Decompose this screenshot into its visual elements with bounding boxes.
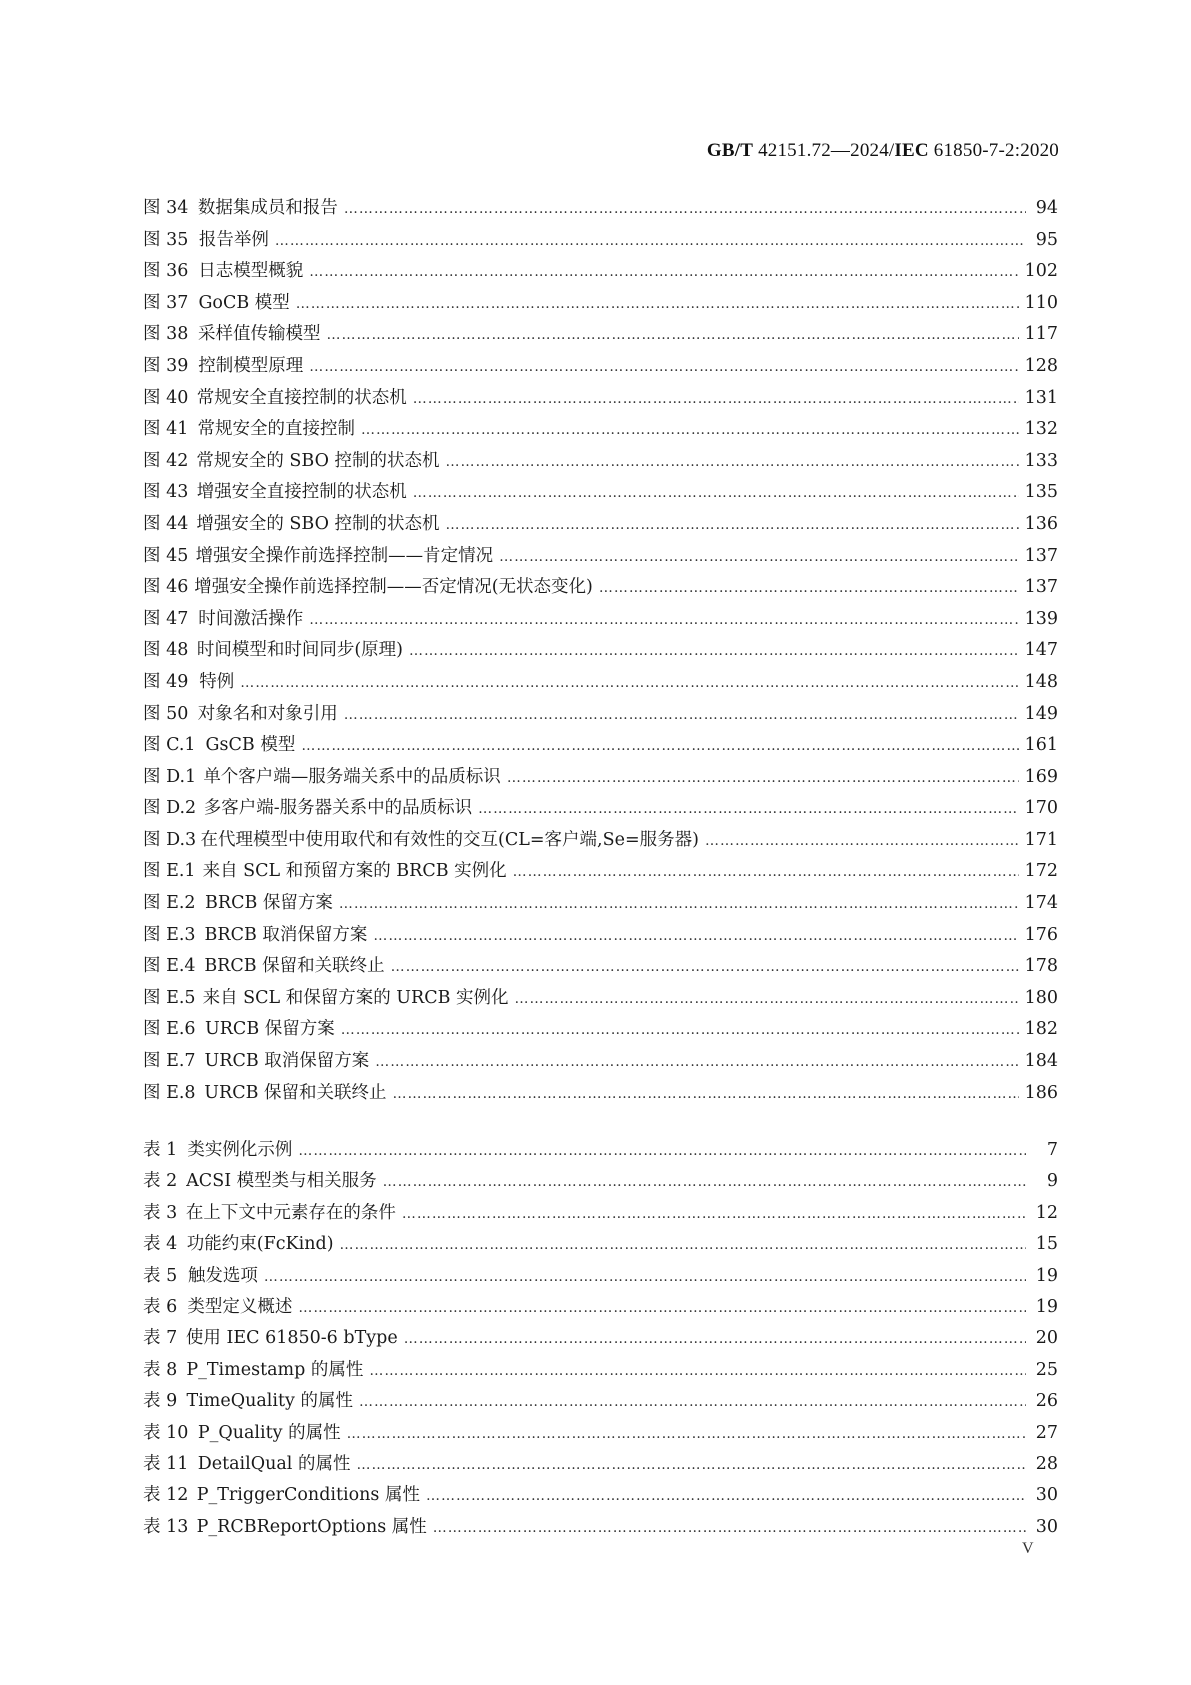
entry-title: 来自 SCL 和预留方案的 BRCB 实例化 [202, 861, 507, 882]
entry-page: 182 [1024, 1019, 1058, 1040]
figure-entry[interactable] [143, 415, 1058, 447]
leader-dots [341, 1022, 1019, 1038]
entry-page: 27 [1035, 1422, 1058, 1443]
figure-entry[interactable] [143, 921, 1058, 953]
entry-label: 图 E.7 [143, 1051, 196, 1072]
entry-title: 采样值传输模型 [198, 324, 321, 345]
leader-dots [383, 1174, 1026, 1190]
figure-entry[interactable] [143, 257, 1058, 289]
figure-entry[interactable] [143, 289, 1058, 321]
entry-title: 单个客户端—服务端关系中的品质标识 [203, 766, 501, 787]
entry-page: 186 [1024, 1082, 1058, 1103]
entry-page: 161 [1024, 735, 1058, 756]
entry-page: 147 [1024, 640, 1058, 661]
entry-title: GsCB 模型 [205, 735, 296, 756]
entry-label: 图 E.2 [143, 893, 196, 914]
figure-entry[interactable] [143, 194, 1058, 226]
entry-label: 图 C.1 [143, 735, 196, 756]
entry-title: 增强安全的 SBO 控制的状态机 [196, 513, 440, 534]
entry-page: 171 [1024, 829, 1058, 850]
iec-prefix: IEC [894, 140, 929, 161]
figure-entry[interactable] [143, 384, 1058, 416]
figure-entry[interactable] [143, 1079, 1058, 1111]
entry-page: 25 [1035, 1359, 1058, 1380]
leader-dots [361, 422, 1019, 438]
entry-title: 来自 SCL 和保留方案的 URCB 实例化 [202, 987, 509, 1008]
entry-label: 图 D.2 [143, 798, 197, 819]
entry-title: BRCB 保留方案 [205, 893, 333, 914]
figure-entry[interactable] [143, 763, 1058, 795]
entry-label: 图 47 [143, 608, 189, 629]
entry-label: 图 48 [143, 640, 189, 661]
leader-dots [298, 1143, 1026, 1159]
entry-page: 19 [1035, 1296, 1058, 1317]
entry-title: TimeQuality 的属性 [186, 1391, 353, 1412]
leader-dots [409, 643, 1019, 659]
entry-page: 170 [1024, 798, 1058, 819]
entry-title: 在上下文中元素存在的条件 [185, 1202, 396, 1223]
leader-dots [446, 454, 1019, 470]
entry-page: 26 [1035, 1391, 1058, 1412]
entry-title: P_Quality 的属性 [197, 1422, 341, 1443]
figure-list [143, 194, 1058, 1110]
std-prefix: GB/T [706, 140, 754, 161]
entry-page: 133 [1024, 450, 1058, 471]
entry-title: URCB 保留方案 [205, 1019, 335, 1040]
figure-entry[interactable] [143, 857, 1058, 889]
entry-label: 图 45 [143, 545, 189, 566]
leader-dots [426, 1488, 1026, 1504]
leader-dots [309, 264, 1018, 280]
entry-title: 类实例化示例 [187, 1140, 293, 1160]
leader-dots [301, 738, 1018, 754]
leader-dots [413, 391, 1019, 407]
entry-label: 图 E.8 [143, 1082, 196, 1103]
table-entry[interactable] [143, 1356, 1058, 1387]
entry-label: 表 7 [143, 1328, 178, 1349]
entry-title: 增强安全操作前选择控制——否定情况(无状态变化) [194, 577, 593, 598]
entry-title: P_RCBReportOptions 属性 [196, 1516, 427, 1537]
entry-title: 对象名和对象引用 [197, 703, 338, 724]
figure-entry[interactable] [143, 573, 1058, 605]
entry-title: P_Timestamp 的属性 [186, 1359, 364, 1380]
leader-dots [446, 517, 1019, 533]
entry-title: 增强安全操作前选择控制——肯定情况 [195, 545, 494, 566]
entry-label: 表 4 [143, 1234, 178, 1255]
entry-page: 102 [1024, 261, 1058, 282]
entry-page: 20 [1035, 1328, 1058, 1349]
figure-entry[interactable] [143, 668, 1058, 700]
entry-title: 数据集成员和报告 [197, 198, 338, 218]
figure-entry[interactable] [143, 826, 1058, 858]
entry-label: 图 38 [143, 324, 189, 345]
leader-dots [359, 1394, 1026, 1410]
figure-entry[interactable] [143, 605, 1058, 637]
figure-entry[interactable] [143, 984, 1058, 1016]
table-entry[interactable] [143, 1199, 1058, 1230]
entry-title: P_TriggerConditions 属性 [196, 1485, 420, 1506]
entry-title: 常规安全直接控制的状态机 [196, 387, 407, 408]
entry-label: 表 11 [143, 1453, 189, 1474]
table-entry[interactable] [143, 1167, 1058, 1198]
entry-page: 184 [1024, 1051, 1058, 1072]
entry-label: 图 43 [143, 482, 189, 503]
figure-entry[interactable] [143, 226, 1058, 258]
leader-dots [499, 549, 1019, 565]
entry-page: 178 [1024, 956, 1058, 977]
leader-dots [327, 327, 1019, 343]
table-entry[interactable] [143, 1387, 1058, 1418]
entry-title: URCB 保留和关联终止 [204, 1082, 387, 1103]
entry-page: 132 [1024, 419, 1058, 440]
leader-dots [344, 201, 1026, 217]
entry-page: 9 [1046, 1171, 1058, 1192]
document-header [707, 140, 1059, 162]
figure-entry[interactable] [143, 1047, 1058, 1079]
leader-dots [356, 1457, 1026, 1473]
entry-page: 30 [1035, 1485, 1058, 1506]
table-entry[interactable] [143, 1136, 1058, 1167]
leader-dots [478, 801, 1018, 817]
entry-label: 图 49 [143, 671, 189, 692]
leader-dots [264, 1269, 1026, 1285]
entry-title: 时间激活操作 [198, 608, 304, 629]
leader-dots [373, 928, 1018, 944]
table-entry[interactable] [143, 1262, 1058, 1293]
leader-dots [507, 770, 1019, 786]
entry-page: 137 [1024, 545, 1058, 566]
entry-page: 128 [1024, 355, 1058, 376]
entry-label: 表 5 [143, 1265, 178, 1286]
figure-entry[interactable] [143, 352, 1058, 384]
entry-page: 19 [1035, 1265, 1058, 1286]
leader-dots [344, 707, 1019, 723]
entry-page: 15 [1035, 1234, 1058, 1255]
leader-dots [513, 864, 1019, 880]
entry-page: 12 [1035, 1202, 1058, 1223]
leader-dots [369, 1363, 1026, 1379]
entry-title: 日志模型概貌 [198, 261, 304, 282]
entry-title: 时间模型和时间同步(原理) [196, 640, 403, 661]
entry-label: 图 40 [143, 387, 189, 408]
entry-label: 表 3 [143, 1202, 178, 1223]
figure-entry[interactable] [143, 320, 1058, 352]
entry-page: 148 [1024, 671, 1058, 692]
entry-title: 在代理模型中使用取代和有效性的交互(CL=客户端,Se=服务器) [200, 829, 699, 850]
entry-title: 常规安全的 SBO 控制的状态机 [196, 450, 440, 471]
leader-dots [402, 1206, 1026, 1222]
entry-label: 表 10 [143, 1422, 189, 1443]
std-number: 42151.72—2024/ [758, 140, 895, 161]
entry-label: 图 41 [143, 419, 189, 440]
entry-title: 多客户端-服务器关系中的品质标识 [203, 798, 473, 819]
leader-dots [298, 1300, 1026, 1316]
leader-dots [275, 233, 1026, 249]
table-entry[interactable] [143, 1419, 1058, 1450]
entry-page: 136 [1024, 513, 1058, 534]
leader-dots [433, 1520, 1026, 1536]
figure-entry[interactable] [143, 542, 1058, 574]
table-entry[interactable] [143, 1481, 1058, 1512]
entry-label: 图 50 [143, 703, 189, 724]
entry-page: 169 [1024, 766, 1058, 787]
entry-label: 图 35 [143, 229, 189, 250]
leader-dots [599, 580, 1019, 596]
entry-label: 表 13 [143, 1516, 189, 1537]
entry-label: 图 D.1 [143, 766, 197, 787]
entry-label: 图 D.3 [143, 829, 197, 850]
entry-label: 表 9 [143, 1391, 178, 1412]
entry-page: 7 [1046, 1140, 1058, 1160]
leader-dots [391, 959, 1019, 975]
leader-dots [347, 1426, 1026, 1442]
entry-page: 110 [1024, 292, 1058, 313]
entry-title: 使用 IEC 61850-6 bType [185, 1328, 398, 1349]
table-entry[interactable] [143, 1450, 1058, 1481]
leader-dots [296, 296, 1019, 312]
entry-page: 94 [1035, 198, 1058, 218]
leader-dots [705, 833, 1019, 849]
entry-title: BRCB 取消保留方案 [204, 924, 368, 945]
entry-page: 117 [1024, 324, 1058, 345]
entry-page: 172 [1024, 861, 1058, 882]
entry-title: ACSI 模型类与相关服务 [186, 1171, 377, 1192]
entry-title: 报告举例 [198, 229, 269, 250]
entry-title: DetailQual 的属性 [197, 1453, 351, 1474]
table-entry[interactable] [143, 1324, 1058, 1355]
table-entry[interactable] [143, 1513, 1058, 1544]
entry-label: 图 46 [143, 577, 189, 598]
entry-label: 表 8 [143, 1359, 178, 1380]
leader-dots [339, 896, 1019, 912]
entry-title: 增强安全直接控制的状态机 [196, 482, 407, 503]
entry-label: 图 44 [143, 513, 189, 534]
table-entry[interactable] [143, 1230, 1058, 1261]
entry-page: 137 [1024, 577, 1058, 598]
entry-page: 95 [1035, 229, 1058, 250]
page-number: V [1022, 1540, 1034, 1557]
figure-entry[interactable] [143, 952, 1058, 984]
figure-entry[interactable] [143, 700, 1058, 732]
figure-entry[interactable] [143, 636, 1058, 668]
entry-title: 控制模型原理 [198, 355, 304, 376]
leader-dots [340, 1237, 1026, 1253]
leader-dots [375, 1054, 1018, 1070]
entry-title: 触发选项 [187, 1265, 258, 1286]
entry-label: 图 37 [143, 292, 189, 313]
entry-page: 149 [1024, 703, 1058, 724]
entry-label: 图 42 [143, 450, 189, 471]
leader-dots [240, 675, 1018, 691]
leader-dots [404, 1331, 1026, 1347]
entry-title: URCB 取消保留方案 [204, 1051, 370, 1072]
entry-label: 表 12 [143, 1485, 189, 1506]
figure-entry[interactable] [143, 510, 1058, 542]
entry-page: 28 [1035, 1453, 1058, 1474]
entry-label: 图 E.1 [143, 861, 196, 882]
entry-label: 表 2 [143, 1171, 178, 1192]
entry-title: 功能约束(FcKind) [186, 1234, 334, 1255]
leader-dots [515, 991, 1019, 1007]
figure-entry[interactable] [143, 794, 1058, 826]
entry-title: BRCB 保留和关联终止 [204, 956, 385, 977]
entry-page: 176 [1024, 924, 1058, 945]
leader-dots [393, 1086, 1019, 1102]
entry-label: 图 E.3 [143, 924, 196, 945]
entry-label: 表 1 [143, 1140, 178, 1160]
entry-label: 图 E.4 [143, 956, 196, 977]
table-list [143, 1136, 1058, 1544]
entry-title: 特例 [199, 671, 235, 692]
figure-entry[interactable] [143, 731, 1058, 763]
entry-label: 图 E.5 [143, 987, 196, 1008]
entry-page: 135 [1024, 482, 1058, 503]
entry-label: 图 36 [143, 261, 189, 282]
entry-page: 30 [1035, 1516, 1058, 1537]
entry-page: 180 [1024, 987, 1058, 1008]
leader-dots [309, 612, 1018, 628]
entry-title: GoCB 模型 [198, 292, 290, 313]
figure-entry[interactable] [143, 447, 1058, 479]
entry-label: 表 6 [143, 1296, 178, 1317]
entry-label: 图 E.6 [143, 1019, 196, 1040]
entry-page: 174 [1024, 893, 1058, 914]
figure-entry[interactable] [143, 889, 1058, 921]
entry-label: 图 34 [143, 198, 189, 218]
entry-label: 图 39 [143, 355, 189, 376]
entry-page: 139 [1024, 608, 1058, 629]
entry-title: 常规安全的直接控制 [197, 419, 356, 440]
iec-number: 61850-7-2:2020 [933, 140, 1059, 161]
entry-title: 类型定义概述 [187, 1296, 293, 1317]
leader-dots [413, 485, 1019, 501]
leader-dots [309, 359, 1018, 375]
table-entry[interactable] [143, 1293, 1058, 1324]
entry-page: 131 [1024, 387, 1058, 408]
figure-entry[interactable] [143, 478, 1058, 510]
figure-entry[interactable] [143, 1015, 1058, 1047]
